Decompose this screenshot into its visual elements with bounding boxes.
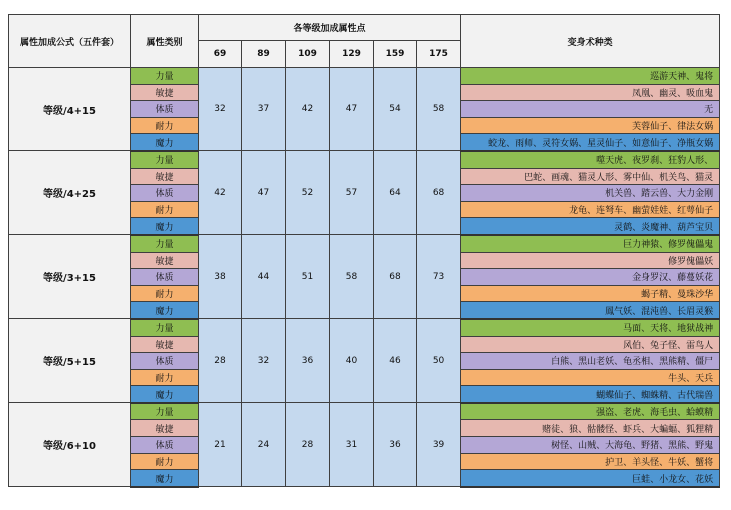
transform-list-cell: 赌徒、狼、骷髅怪、虾兵、大蝙蝠、狐狸精 [461, 420, 720, 437]
level-value-cell: 54 [374, 68, 417, 151]
formula-cell: 等级/4+25 [9, 151, 131, 235]
attribute-type-cell: 力量 [131, 68, 199, 85]
attribute-type-cell: 魔力 [131, 218, 199, 235]
level-value-cell: 50 [417, 319, 461, 403]
transform-list-cell: 蝴蝶仙子、蜘蛛精、古代瑞兽 [461, 386, 720, 403]
level-value-cell: 47 [330, 68, 374, 151]
level-value-cell: 52 [286, 151, 330, 235]
table-row [9, 403, 720, 420]
attribute-type-cell: 魔力 [131, 134, 199, 151]
level-value-cell: 28 [286, 403, 330, 487]
attribute-type-cell: 耐力 [131, 453, 199, 470]
transform-list-cell: 牛头、天兵 [461, 369, 720, 386]
transform-list-cell: 巨力神猿、修罗傀儡鬼 [461, 235, 720, 252]
transform-list-cell: 鳳气妖、混沌兽、长眉灵猴 [461, 302, 720, 319]
transform-list-cell: 强盗、老虎、海毛虫、蛤蟆精 [461, 403, 720, 420]
level-value-cell: 24 [242, 403, 286, 487]
attribute-type-cell: 敏捷 [131, 420, 199, 437]
attribute-type-cell: 敏捷 [131, 168, 199, 185]
levels-title-header: 各等级加成属性点 [199, 15, 461, 41]
level-header: 129 [330, 41, 374, 68]
level-header: 69 [199, 41, 242, 68]
transform-list-cell: 树怪、山贼、大海龟、野猪、黑熊、野鬼 [461, 437, 720, 454]
transform-list-cell: 蝎子精、曼珠沙华 [461, 285, 720, 302]
level-value-cell: 44 [242, 235, 286, 319]
formula-cell: 等级/5+15 [9, 319, 131, 403]
attribute-type-cell: 耐力 [131, 369, 199, 386]
attribute-type-cell: 体质 [131, 437, 199, 454]
level-value-cell: 73 [417, 235, 461, 319]
transform-list-cell: 白熊、黑山老妖、龟丞相、黑熊精、僵尸 [461, 353, 720, 370]
attribute-type-cell: 耐力 [131, 201, 199, 218]
attribute-type-cell: 敏捷 [131, 252, 199, 269]
level-value-cell: 58 [417, 68, 461, 151]
attribute-table-container [8, 14, 719, 492]
attribute-type-cell: 力量 [131, 235, 199, 252]
level-value-cell: 28 [199, 319, 242, 403]
level-value-cell: 68 [374, 235, 417, 319]
attribute-type-cell: 体质 [131, 353, 199, 370]
level-value-cell: 32 [199, 68, 242, 151]
transform-list-cell: 马面、天将、地狱战神 [461, 319, 720, 336]
level-value-cell: 46 [374, 319, 417, 403]
transform-list-cell: 噬天虎、夜罗刹、狂豹人形、 [461, 151, 720, 168]
level-value-cell: 40 [330, 319, 374, 403]
formula-cell: 等级/4+15 [9, 68, 131, 151]
transform-column-header: 变身术种类 [461, 15, 720, 68]
level-value-cell: 36 [286, 319, 330, 403]
level-value-cell: 51 [286, 235, 330, 319]
level-value-cell: 31 [330, 403, 374, 487]
attribute-type-cell: 力量 [131, 319, 199, 336]
transform-list-cell: 护卫、羊头怪、牛妖、蟹将 [461, 453, 720, 470]
formula-column-header: 属性加成公式（五件套） [9, 15, 131, 68]
level-value-cell: 64 [374, 151, 417, 235]
transform-list-cell: 巡游天神、鬼将 [461, 68, 720, 85]
type-column-header: 属性类别 [131, 15, 199, 68]
transform-list-cell: 灵鹤、炎魔神、葫芦宝贝 [461, 218, 720, 235]
level-header: 159 [374, 41, 417, 68]
transform-list-cell: 凤凰、幽灵、吸血鬼 [461, 84, 720, 101]
transform-list-cell: 龙龟、连弩车、幽萤娃娃、红萼仙子 [461, 201, 720, 218]
attribute-type-cell: 体质 [131, 269, 199, 286]
level-value-cell: 32 [242, 319, 286, 403]
transform-list-cell: 金身罗汉、藤蔓妖花 [461, 269, 720, 286]
attribute-type-cell: 敏捷 [131, 336, 199, 353]
level-value-cell: 38 [199, 235, 242, 319]
formula-cell: 等级/3+15 [9, 235, 131, 319]
level-value-cell: 47 [242, 151, 286, 235]
transform-list-cell: 巴蛇、画魂、猫灵人形、雾中仙、机关鸟、猫灵 [461, 168, 720, 185]
level-value-cell: 68 [417, 151, 461, 235]
table-body [9, 68, 720, 487]
level-value-cell: 36 [374, 403, 417, 487]
attribute-type-cell: 敏捷 [131, 84, 199, 101]
level-header: 109 [286, 41, 330, 68]
table-row [9, 235, 720, 252]
table-row [9, 319, 720, 336]
formula-cell: 等级/6+10 [9, 403, 131, 487]
table-row [9, 68, 720, 85]
attribute-type-cell: 力量 [131, 151, 199, 168]
attribute-type-cell: 魔力 [131, 386, 199, 403]
transform-list-cell: 巨蛙、小龙女、花妖 [461, 470, 720, 487]
level-value-cell: 39 [417, 403, 461, 487]
attribute-type-cell: 耐力 [131, 285, 199, 302]
level-value-cell: 57 [330, 151, 374, 235]
level-value-cell: 42 [199, 151, 242, 235]
attribute-type-cell: 体质 [131, 185, 199, 202]
level-value-cell: 58 [330, 235, 374, 319]
level-value-cell: 21 [199, 403, 242, 487]
transform-list-cell: 蛟龙、雨师、灵符女娲、星灵仙子、如意仙子、净瓶女娲 [461, 134, 720, 151]
attribute-type-cell: 体质 [131, 101, 199, 118]
attribute-type-cell: 魔力 [131, 302, 199, 319]
attribute-type-cell: 耐力 [131, 117, 199, 134]
transform-list-cell: 芙蓉仙子、律法女娲 [461, 117, 720, 134]
level-value-cell: 37 [242, 68, 286, 151]
level-value-cell: 42 [286, 68, 330, 151]
transform-attribute-table [8, 14, 720, 488]
attribute-type-cell: 魔力 [131, 470, 199, 487]
transform-list-cell: 风伯、兔子怪、雷鸟人 [461, 336, 720, 353]
level-header: 175 [417, 41, 461, 68]
transform-list-cell: 修罗傀儡妖 [461, 252, 720, 269]
transform-list-cell: 无 [461, 101, 720, 118]
transform-list-cell: 机关兽、踏云兽、大力金刚 [461, 185, 720, 202]
level-header: 89 [242, 41, 286, 68]
table-row [9, 151, 720, 168]
attribute-type-cell: 力量 [131, 403, 199, 420]
